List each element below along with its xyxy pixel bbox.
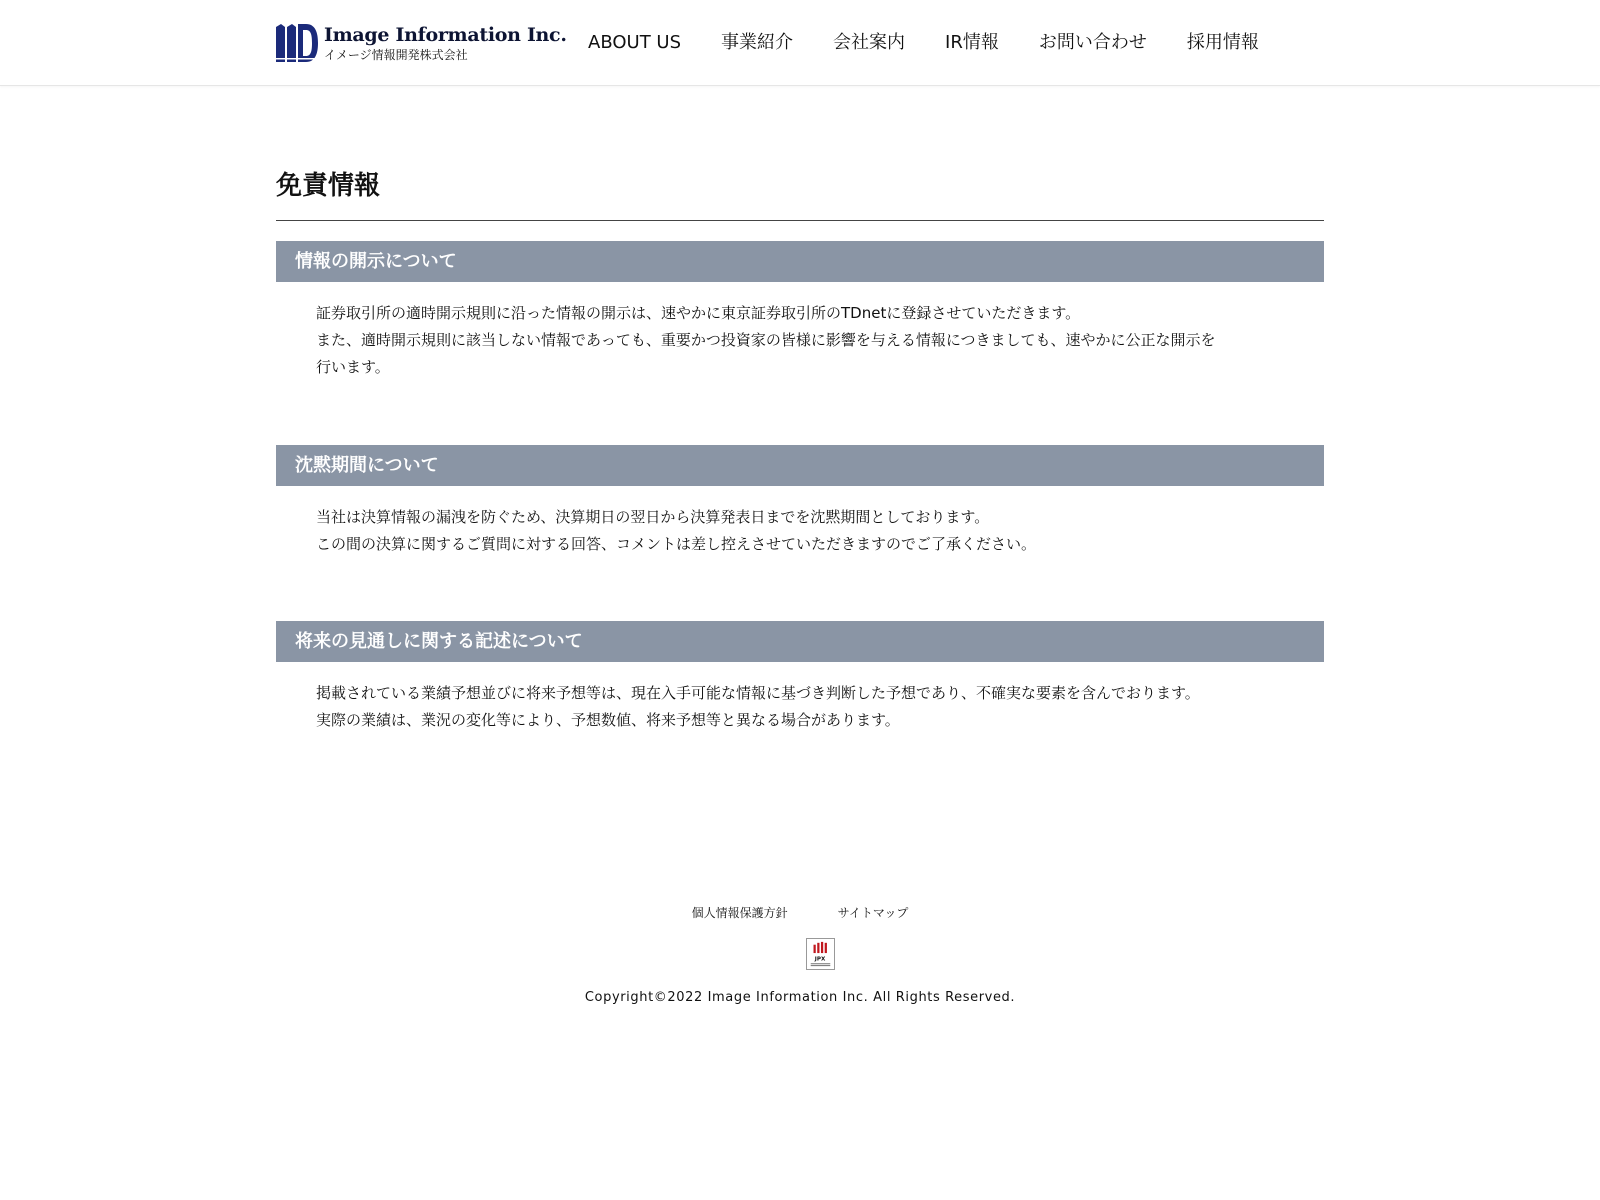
body-line: 実際の業績は、業況の変化等により、予想数値、将来予想等と異なる場合があります。 bbox=[316, 711, 900, 729]
logo-name-en: Image Information Inc. bbox=[324, 23, 567, 46]
section-heading-quiet-period: 沈黙期間について bbox=[276, 445, 1324, 486]
page-title: 免責情報 bbox=[276, 171, 381, 201]
body-line: また、適時開示規則に該当しない情報であっても、重要かつ投資家の皆様に影響を与える情報につきましても、速やかに公正な開示を bbox=[316, 331, 1216, 349]
body-line: 当社は決算情報の漏洩を防ぐため、決算期日の翌日から決算発表日までを沈黙期間としております。 bbox=[316, 508, 990, 526]
footer-link-sitemap[interactable]: サイトマップ bbox=[837, 906, 909, 920]
body-line: この間の決算に関するご質問に対する回答、コメントは差し控えさせていただきますのでご了承ください。 bbox=[316, 535, 1037, 553]
jpx-badge[interactable] bbox=[806, 938, 835, 970]
section-heading-forward-looking: 将来の見通しに関する記述について bbox=[276, 621, 1324, 662]
section-body-forward-looking bbox=[316, 680, 1296, 734]
nav-item-ir[interactable]: IR情報 bbox=[945, 32, 999, 53]
nav-item-recruit[interactable]: 採用情報 bbox=[1186, 32, 1259, 53]
section-body-disclosure bbox=[316, 300, 1296, 381]
logo-name-ja: イメージ情報開発株式会社 bbox=[324, 47, 468, 62]
site-header bbox=[0, 0, 1600, 86]
footer-links bbox=[0, 904, 1600, 921]
main-nav bbox=[588, 32, 1259, 54]
body-line: 掲載されている業績予想並びに将来予想等は、現在入手可能な情報に基づき判断した予想であり、不確実な要素を含んでおります。 bbox=[316, 684, 1200, 702]
footer-link-privacy-policy[interactable]: 個人情報保護方針 bbox=[691, 906, 788, 920]
jpx-logo-icon bbox=[807, 939, 834, 969]
nav-item-company[interactable]: 会社案内 bbox=[833, 32, 906, 53]
company-logo[interactable] bbox=[276, 24, 567, 62]
body-line: 行います。 bbox=[316, 358, 390, 376]
section-body-quiet-period bbox=[316, 504, 1296, 558]
copyright-text: Copyright©2022 Image Information Inc. All Rights Reserved. bbox=[584, 990, 1016, 1005]
section-heading-disclosure: 情報の開示について bbox=[276, 241, 1324, 282]
nav-item-about-us[interactable]: ABOUT US bbox=[588, 32, 682, 53]
title-divider bbox=[276, 220, 1324, 221]
jpx-badge-label: JPX bbox=[814, 956, 826, 963]
nav-item-business[interactable]: 事業紹介 bbox=[721, 32, 794, 53]
nav-item-contact[interactable]: お問い合わせ bbox=[1038, 32, 1147, 53]
logo-text bbox=[324, 23, 567, 62]
body-line: 証券取引所の適時開示規則に沿った情報の開示は、速やかに東京証券取引所のTDnetに登録させていただきます。 bbox=[316, 304, 1081, 322]
company-logo-icon bbox=[276, 24, 318, 62]
